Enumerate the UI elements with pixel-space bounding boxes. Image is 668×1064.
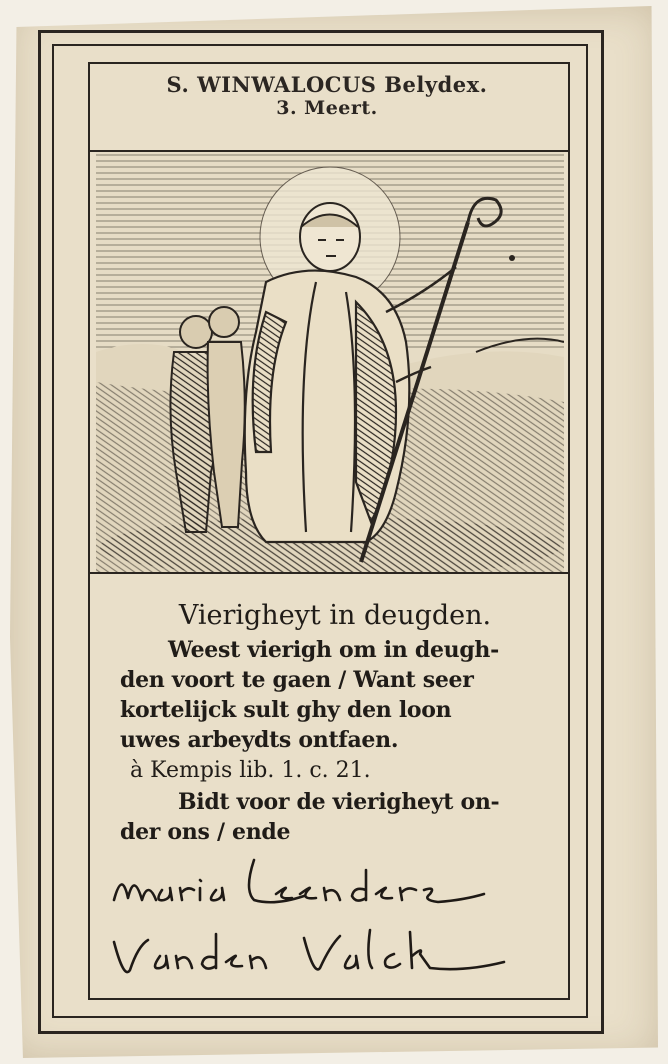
card-title (92, 72, 562, 120)
verse-line: uwes arbeydts ontfaen. (120, 727, 399, 753)
verse-line: den voort te gaen / Want seer (120, 667, 474, 693)
prayer-line: Bidt voor de vierigheyt on- (178, 789, 500, 815)
prayer (120, 787, 550, 847)
motto: Vierigheyt in deugden. (178, 600, 492, 631)
title-feast-date: 3. Meert. (276, 97, 378, 120)
saint-engraving-icon (96, 152, 564, 572)
verse-line: Weest vierigh om in deugh- (168, 637, 499, 663)
verse-line: kortelijck sult ghy den loon (120, 697, 452, 723)
citation: à Kempis lib. 1. c. 21. (130, 758, 371, 783)
image-divider (88, 572, 568, 574)
handwritten-signature-icon (104, 850, 564, 990)
verse (120, 635, 550, 755)
title-saint-name: S. WINWALOCUS Belydex. (166, 72, 488, 97)
prayer-line: der ons / ende (120, 819, 291, 845)
devotional-text (120, 600, 550, 847)
